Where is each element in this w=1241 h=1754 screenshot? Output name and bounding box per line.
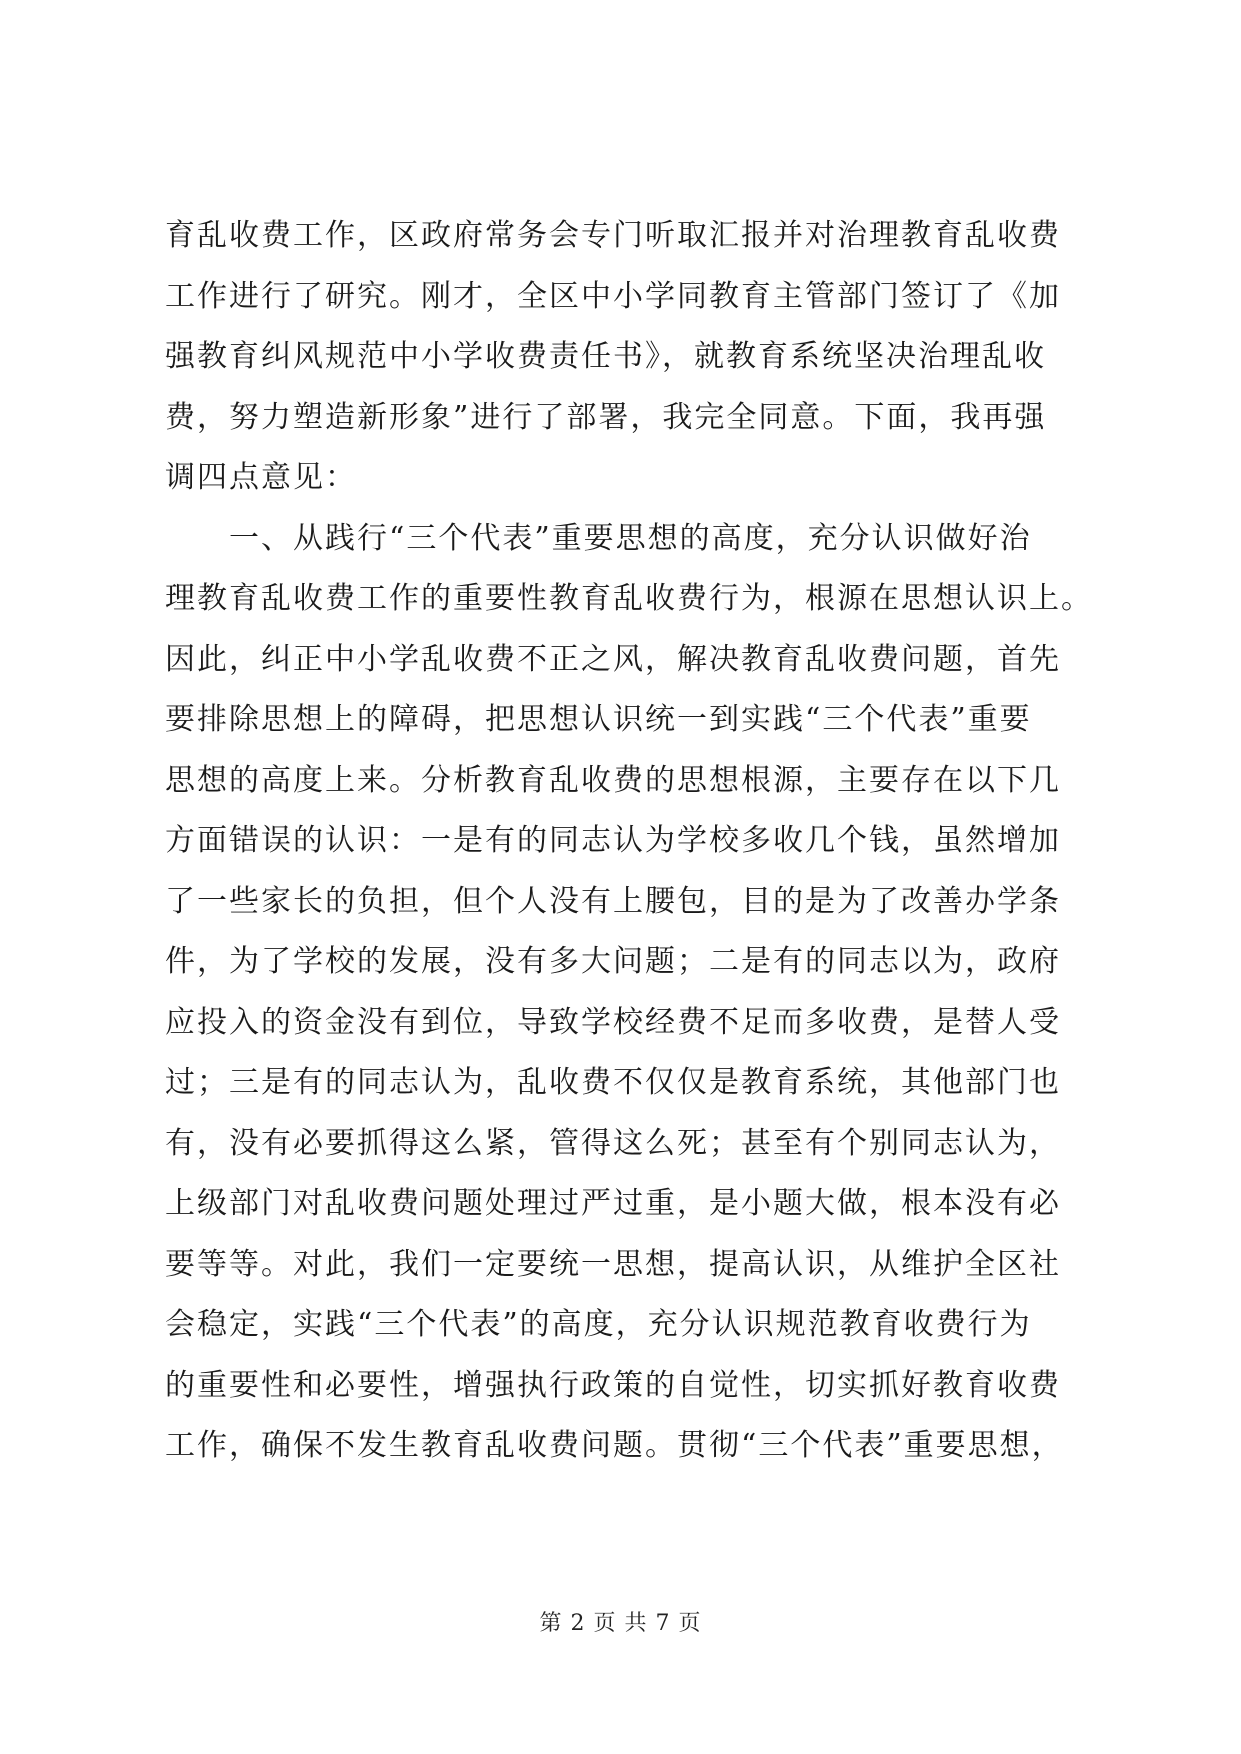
text-line: 理教育乱收费工作的重要性教育乱收费行为，根源在思想认识上。 xyxy=(165,581,1093,616)
text-line: 要排除思想上的障碍，把思想认识统一到实践“三个代表”重要 xyxy=(165,702,1032,737)
text-line: 工作进行了研究。刚才，全区中小学同教育主管部门签订了《加 xyxy=(165,278,1061,314)
text-line: 件，为了学校的发展，没有多大问题；二是有的同志以为，政府 xyxy=(165,944,1061,979)
text-line: 调四点意见： xyxy=(165,460,357,495)
text-line: 的重要性和必要性，增强执行政策的自觉性，切实抓好教育收费 xyxy=(165,1367,1061,1403)
text-line: 有，没有必要抓得这么紧，管得这么死；甚至有个别同志认为， xyxy=(165,1125,1061,1161)
text-line: 会稳定，实践“三个代表”的高度，充分认识规范教育收费行为 xyxy=(165,1307,1032,1342)
text-line: 过；三是有的同志认为，乱收费不仅仅是教育系统，其他部门也 xyxy=(165,1065,1061,1100)
text-line: 方面错误的认识：一是有的同志认为学校多收几个钱，虽然增加 xyxy=(165,823,1061,858)
text-line: 因此，纠正中小学乱收费不正之风，解决教育乱收费问题，首先 xyxy=(165,641,1061,677)
text-line: 费，努力塑造新形象”进行了部署，我完全同意。下面，我再强 xyxy=(165,399,1047,435)
text-line: 强教育纠风规范中小学收费责任书》，就教育系统坚决治理乱收 xyxy=(165,339,1046,374)
body-text xyxy=(165,206,1095,1477)
text-line: 上级部门对乱收费问题处理过严过重，是小题大做，根本没有必 xyxy=(165,1186,1061,1221)
text-line: 思想的高度上来。分析教育乱收费的思想根源，主要存在以下几 xyxy=(165,762,1061,798)
text-line: 要等等。对此，我们一定要统一思想，提高认识，从维护全区社 xyxy=(165,1246,1061,1282)
text-line: 工作，确保不发生教育乱收费问题。贯彻“三个代表”重要思想， xyxy=(165,1428,1064,1463)
page-footer: 第 2 页 共 7 页 xyxy=(539,1611,702,1636)
text-line: 了一些家长的负担，但个人没有上腰包，目的是为了改善办学条 xyxy=(165,883,1061,919)
text-line: 育乱收费工作，区政府常务会专门听取汇报并对治理教育乱收费 xyxy=(165,218,1061,253)
text-line: 一、从践行“三个代表”重要思想的高度，充分认识做好治 xyxy=(165,520,1032,556)
text-line: 应投入的资金没有到位，导致学校经费不足而多收费，是替人受 xyxy=(165,1004,1061,1040)
